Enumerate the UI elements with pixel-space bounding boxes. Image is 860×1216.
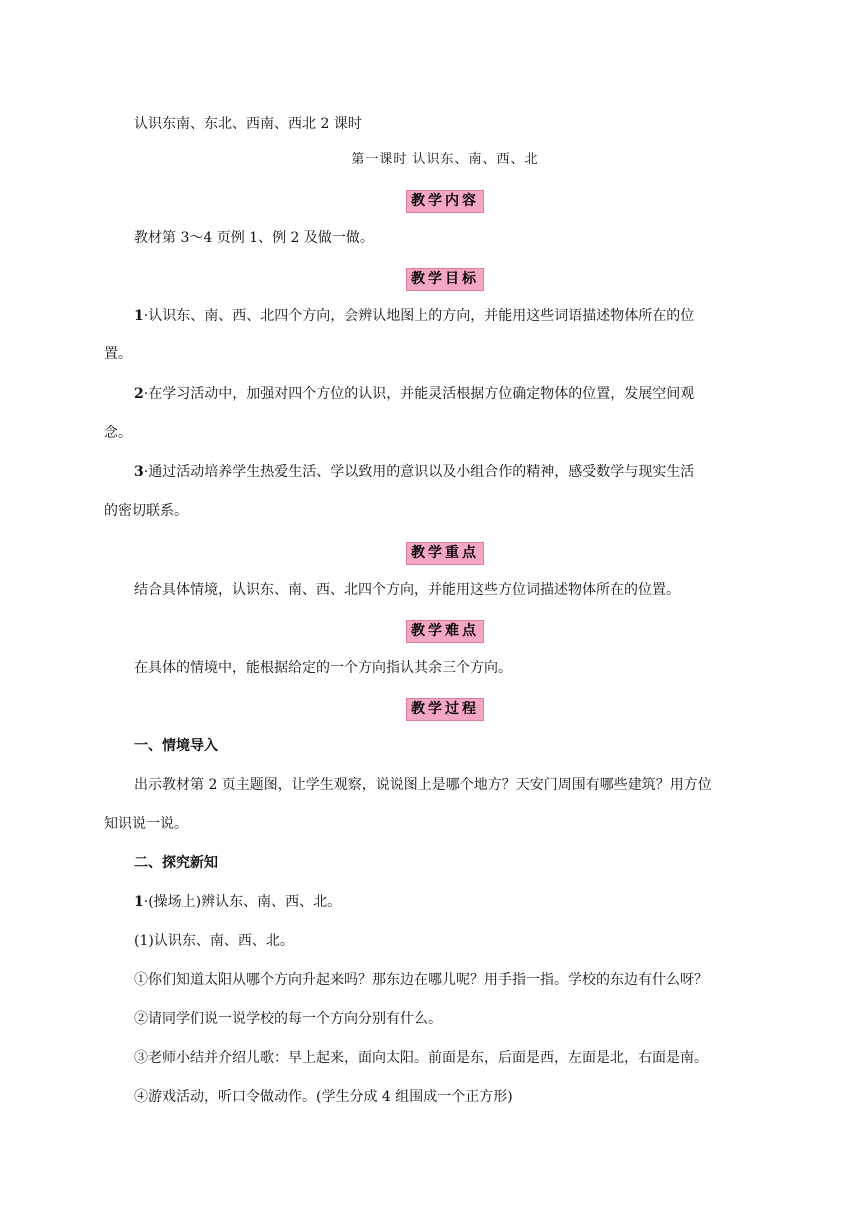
part2-title: 二、探究新知	[134, 855, 218, 871]
list-item: ④游戏活动，听口令做动作。(学生分成 4 组围成一个正方形)	[134, 1089, 513, 1105]
part1-title: 一、情境导入	[134, 738, 218, 754]
list-item: ③老师小结并介绍儿歌：早上起来，面向太阳。前面是东，后面是西，左面是北，右面是南。	[134, 1050, 708, 1066]
content-text: 教材第 3～4 页例 1、例 2 及做一做。	[134, 230, 374, 246]
section-label-process: 教学过程	[406, 698, 484, 721]
goal-1-cont: 置。	[104, 346, 132, 362]
header-title: 认识东南、东北、西南、西北 2 课时	[134, 116, 362, 132]
part1-text: 出示教材第 2 页主题图，让学生观察，说说图上是哪个地方？天安门周围有哪些建筑？用方位	[134, 777, 712, 793]
list-item: ②请同学们说一说学校的每一个方向分别有什么。	[134, 1011, 442, 1027]
goal-text: ·认识东、南、西、北四个方向，会辨认地图上的方向，并能用这些词语描述物体所在的位	[143, 308, 695, 324]
section-process	[0, 698, 860, 721]
section-content	[0, 190, 860, 213]
list-item: ①你们知道太阳从哪个方向升起来吗？那东边在哪儿呢？用手指一指。学校的东边有什么呀？	[134, 972, 708, 988]
section-label-content: 教学内容	[406, 190, 484, 213]
section-label-goals: 教学目标	[406, 268, 484, 291]
step-1	[134, 892, 341, 912]
goal-3	[134, 462, 694, 482]
step-number: 1	[134, 894, 144, 910]
goal-3-cont: 的密切联系。	[104, 503, 188, 519]
section-label-key-points: 教学重点	[406, 542, 484, 565]
sub-step-1: (1)认识东、南、西、北。	[134, 933, 294, 949]
part1-text-cont: 知识说一说。	[104, 816, 188, 832]
section-goals	[0, 268, 860, 291]
goal-2-cont: 念。	[104, 425, 132, 441]
goal-text: ·在学习活动中，加强对四个方位的认识，并能灵活根据方位确定物体的位置，发展空间观	[143, 386, 695, 402]
lesson-title: 第一课时 认识东、南、西、北	[351, 152, 539, 167]
difficulties-text: 在具体的情境中，能根据给定的一个方向指认其余三个方向。	[134, 660, 512, 676]
key-points-text: 结合具体情境，认识东、南、西、北四个方向，并能用这些方位词描述物体所在的位置。	[134, 582, 680, 598]
step-text: ·(操场上)辨认东、南、西、北。	[143, 894, 342, 910]
goal-number: 3	[134, 464, 144, 480]
section-difficulties	[0, 620, 860, 643]
goal-2	[134, 384, 694, 404]
goal-number: 1	[134, 308, 144, 324]
goal-number: 2	[134, 386, 144, 402]
section-key-points	[0, 542, 860, 565]
goal-text: ·通过活动培养学生热爱生活、学以致用的意识以及小组合作的精神，感受数学与现实生活	[143, 464, 695, 480]
section-label-difficulties: 教学难点	[406, 620, 484, 643]
goal-1	[134, 306, 694, 326]
